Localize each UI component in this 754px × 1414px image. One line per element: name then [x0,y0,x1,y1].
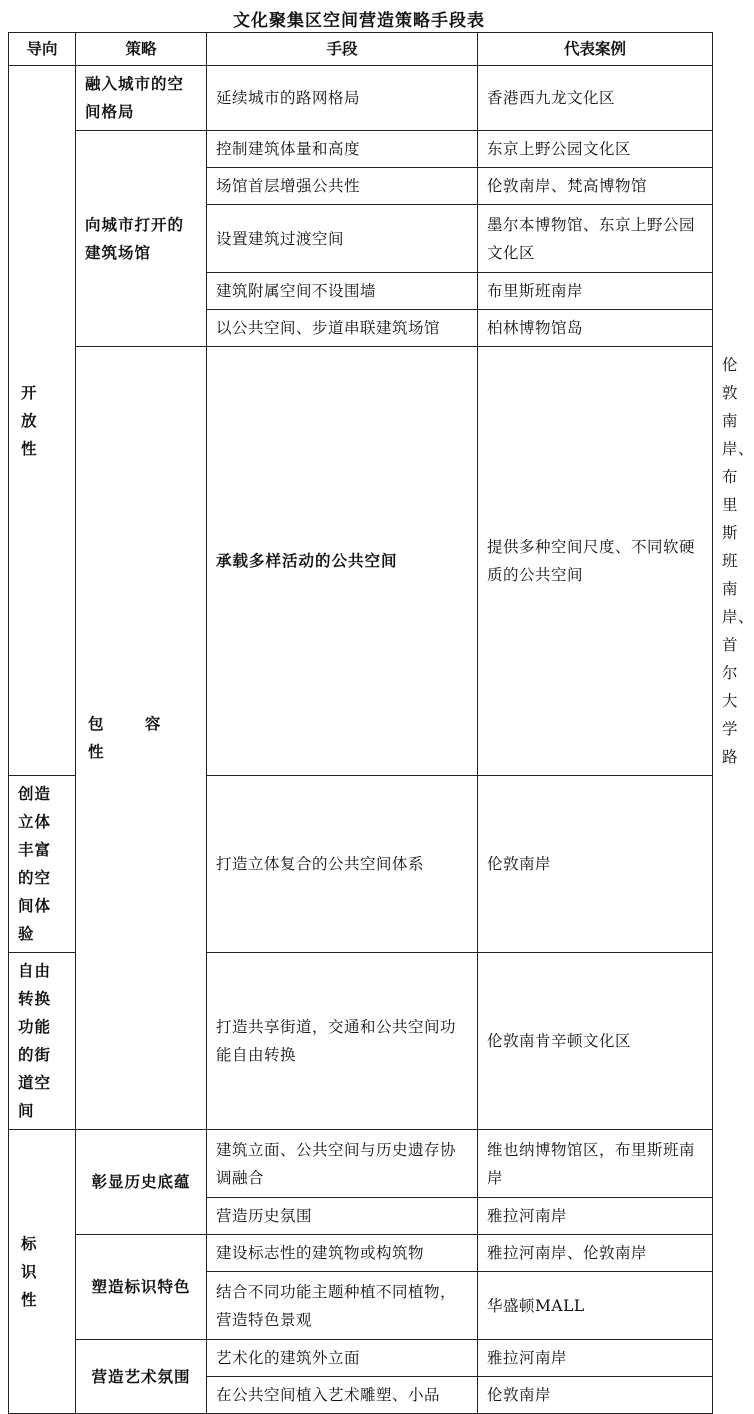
means-cell: 设置建筑过渡空间 [207,205,478,273]
direction-label-line1: 开 放 [21,382,55,430]
strategy-cell: 向城市打开的建筑场馆 [76,131,207,347]
example-cell: 华盛顿MALL [478,1272,713,1340]
example-cell: 伦敦南岸、梵高博物馆 [478,168,713,205]
direction-label-line2: 性 [21,438,55,458]
direction-cell [9,1130,76,1414]
example-cell: 伦敦南岸 [478,1377,713,1414]
header-row [9,33,713,66]
header-direction: 导向 [9,33,76,66]
means-cell: 结合不同功能主题种植不同植物，营造特色景观 [207,1272,478,1340]
means-cell: 控制建筑体量和高度 [207,131,478,168]
direction-label-line1: 标 识 [21,1233,55,1281]
example-cell: 布里斯班南岸 [478,273,713,310]
means-cell: 建筑立面、公共空间与历史遗存协调融合 [207,1130,478,1198]
means-cell: 打造立体复合的公共空间体系 [207,776,478,953]
strategy-cell: 创造立体丰富的空间体验 [9,776,76,953]
strategy-cell: 承载多样活动的公共空间 [207,347,478,776]
example-cell: 香港西九龙文化区 [478,66,713,131]
example-cell: 伦敦南肯辛顿文化区 [478,953,713,1130]
strategy-cell: 自由转换功能的街道空间 [9,953,76,1130]
header-example: 代表案例 [478,33,713,66]
direction-label-line1: 包 容 [88,714,179,733]
direction-cell [76,347,207,1130]
table-row [9,131,713,168]
strategy-cell: 彰显历史底蕴 [76,1130,207,1235]
table-row: 包 容 性 承载多样活动的公共空间 提供多种空间尺度、不同软硬质的公共空间 伦敦南岸、布里斯班南岸、首尔大学路 [9,347,713,776]
strategy-cell: 塑造标识特色 [76,1235,207,1340]
example-cell: 墨尔本博物馆、东京上野公园文化区 [478,205,713,273]
example-cell: 雅拉河南岸 [478,1198,713,1235]
means-cell: 营造历史氛围 [207,1198,478,1235]
example-cell: 雅拉河南岸 [478,1340,713,1377]
means-cell: 打造共享街道，交通和公共空间功能自由转换 [207,953,478,1130]
means-cell: 延续城市的路网格局 [207,66,478,131]
table-row [9,1235,713,1272]
direction-label-line2: 性 [88,742,122,761]
means-cell: 在公共空间植入艺术雕塑、小品 [207,1377,478,1414]
example-cell: 东京上野公园文化区 [478,131,713,168]
table-row [9,66,713,131]
strategy-table [8,32,754,1414]
table-row [9,1130,713,1198]
strategy-cell: 融入城市的空间格局 [76,66,207,131]
means-cell: 场馆首层增强公共性 [207,168,478,205]
means-cell: 以公共空间、步道串联建筑场馆 [207,310,478,347]
direction-label-line2: 性 [21,1289,55,1309]
means-cell: 提供多种空间尺度、不同软硬质的公共空间 [478,347,713,776]
means-cell: 艺术化的建筑外立面 [207,1340,478,1377]
table-title: 文化聚集区空间营造策略手段表 [233,11,485,31]
means-cell: 建筑附属空间不设围墙 [207,273,478,310]
header-strategy: 策略 [76,33,207,66]
means-cell: 建设标志性的建筑物或构筑物 [207,1235,478,1272]
strategy-cell: 营造艺术氛围 [76,1340,207,1414]
header-means: 手段 [207,33,478,66]
table-row [9,1340,713,1377]
example-cell: 雅拉河南岸、伦敦南岸 [478,1235,713,1272]
example-cell: 伦敦南岸 [478,776,713,953]
example-cell: 柏林博物馆岛 [478,310,713,347]
example-cell: 维也纳博物馆区，布里斯班南岸 [478,1130,713,1198]
direction-cell [9,66,76,776]
